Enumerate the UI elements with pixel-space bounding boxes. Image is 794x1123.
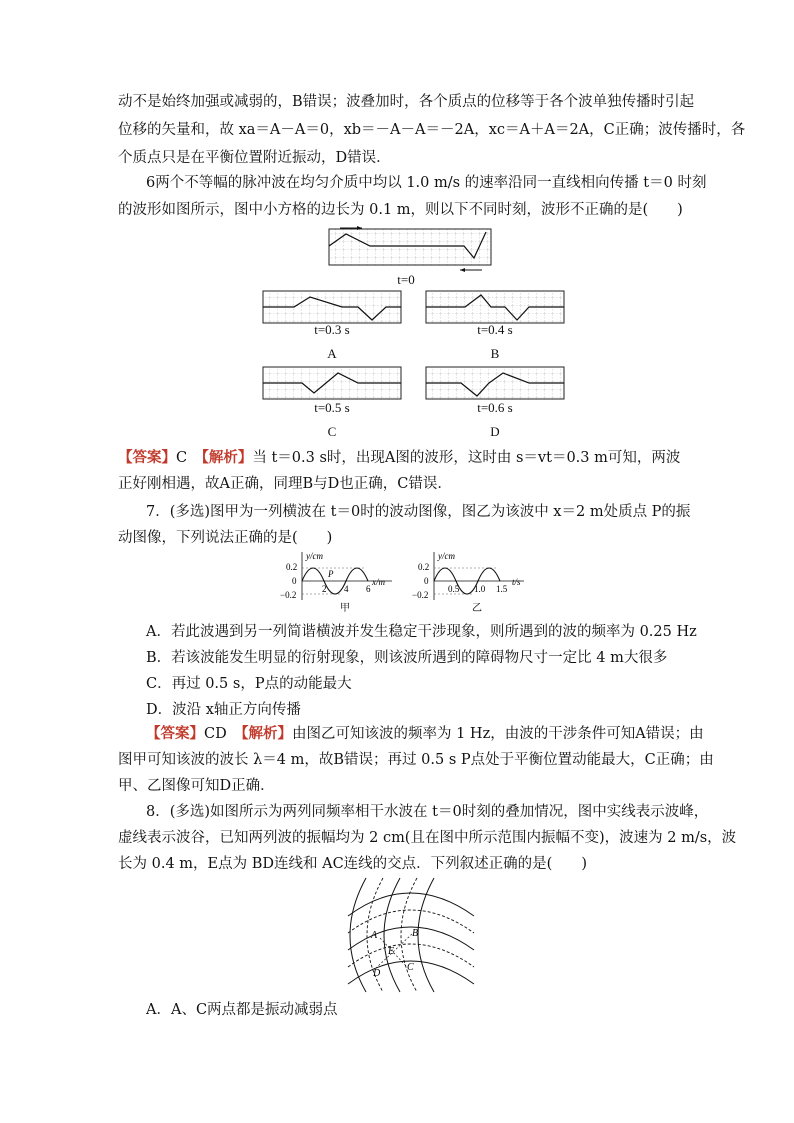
q6-panel-d-letter: D (490, 424, 500, 439)
q7-analysis-line2: 图甲可知该波的波长 λ＝4 m，故B错误；再过 0.5 s P点处于平衡位置动能最大，C正确；由 (118, 752, 714, 768)
q8-line2: 虚线表示波谷，已知两列波的振幅均为 2 cm(且在图中所示范围内振幅不变)，波速为 2 m/s，波 (118, 830, 737, 846)
q7-option-a: A．若此波遇到另一列简谐横波并发生稳定干涉现象，则所遇到的波的频率为 0.25 Hz (146, 624, 697, 640)
q8-line3: 长为 0.4 m，E点为 BD连线和 AC连线的交点．下列叙述正确的是( ) (118, 856, 587, 872)
q6-panel-c-time: t=0.5 s (314, 400, 350, 415)
q8-point-b: B (412, 928, 419, 939)
q8-point-d: D (373, 968, 381, 979)
q7-graph-jia (280, 548, 400, 614)
q7-yi-yzero: 0 (424, 576, 429, 586)
para1-line2: 位移的矢量和，故 xa＝A－A＝0，xb＝－A－A＝－2A，xc＝A＋A＝2A，C正确；波传播时，各 (118, 122, 746, 138)
q6-panel-d (425, 366, 565, 402)
q7-yi-tick-10: 1.0 (474, 584, 486, 594)
q6-panel-b-letter: B (490, 346, 500, 361)
q7-yi-xlabel: t/s (512, 577, 521, 587)
answer-tag: 【答案】 (146, 725, 204, 742)
q7-jia-ybot: −0.2 (280, 590, 297, 600)
answer-tag: 【答案】 (118, 449, 176, 466)
q7-jia-ytop: 0.2 (286, 562, 298, 572)
analysis-tag: 【解析】 (241, 725, 292, 742)
para1-line1: 动不是始终加强或减弱的，B错误；波叠加时，各个质点的位移等于各个波单独传播时引起 (118, 94, 695, 110)
q6-panel-c-letter: C (327, 424, 337, 439)
q7-jia-yzero: 0 (292, 576, 297, 586)
q7-jia-caption: 甲 (340, 603, 350, 614)
q7-jia-tick-2: 2 (322, 584, 327, 594)
q7-jia-tick-4: 4 (344, 584, 349, 594)
q6-t0-label: t=0 (397, 272, 415, 287)
q6-analysis-line1: 当 t＝0.3 s时，出现A图的波形，这时由 s＝vt＝0.3 m可知，两波 (252, 450, 681, 466)
q7-yi-ytop: 0.2 (418, 562, 430, 572)
q8-point-a: A (371, 930, 378, 941)
q7-graph-yi (412, 548, 532, 614)
q7-yi-ylabel: y/cm (438, 551, 455, 561)
q7-jia-point: P (328, 569, 334, 579)
q8-line1: 8．(多选)如图所示为两列同频率相干水波在 t＝0时刻的叠加情况，图中实线表示波峰， (146, 804, 709, 820)
q7-yi-tick-05: 0.5 (448, 584, 460, 594)
q8-option-a: A．A、C两点都是振动减弱点 (146, 1002, 338, 1018)
q6-analysis-line2: 正好刚相遇，故A正确，同理B与D也正确，C错误． (118, 476, 452, 492)
q7-yi-ybot: −0.2 (412, 590, 429, 600)
q6-line2: 的波形如图所示，图中小方格的边长为 0.1 m，则以下不同时刻，波形不正确的是( ) (118, 202, 683, 218)
q6-panel-a-time: t=0.3 s (314, 322, 350, 337)
q7-answer-line (146, 724, 704, 744)
q7-yi-caption: 乙 (472, 603, 482, 614)
q7-jia-tick-6: 6 (366, 584, 371, 594)
q7-analysis-line1: 由图乙可知该波的频率为 1 Hz，由波的干涉条件可知A错误；由 (291, 726, 704, 742)
q7-option-d: D．波沿 x轴正方向传播 (146, 702, 301, 718)
q6-answer-line (118, 448, 680, 468)
q7-jia-xlabel: x/m (372, 577, 385, 587)
q8-point-c: C (407, 962, 414, 973)
q6-panel-d-time: t=0.6 s (477, 400, 513, 415)
q8-point-e: E (388, 946, 395, 957)
q7-line2: 动图像，下列说法正确的是( ) (118, 530, 333, 546)
q6-panel-a-letter: A (327, 346, 337, 361)
q7-analysis-line3: 甲、乙图像可知D正确． (118, 778, 275, 794)
q7-jia-ylabel: y/cm (306, 551, 323, 561)
q6-panel-b-time: t=0.4 s (477, 322, 513, 337)
q7-option-c: C．再过 0.5 s，P点的动能最大 (146, 676, 352, 692)
q6-panel-a (262, 290, 402, 326)
q6-line1: 6两个不等幅的脉冲波在均匀介质中均以 1.0 m/s 的速率沿同一直线相向传播 t＝0 时刻 (146, 175, 707, 191)
q7-yi-tick-15: 1.5 (496, 584, 508, 594)
q6-panel-c (262, 366, 402, 402)
q7-line1: 7．(多选)图甲为一列横波在 t＝0时的波动图像，图乙为该波中 x＝2 m处质点 P的振 (146, 504, 691, 520)
q6-panel-b (425, 290, 565, 326)
q7-option-b: B．若该波能发生明显的衍射现象，则该波所遇到的障碍物尺寸一定比 4 m大很多 (146, 650, 668, 666)
q7-answer: CD (204, 726, 227, 742)
analysis-tag: 【解析】 (201, 449, 253, 466)
q8-interference-figure (346, 876, 476, 994)
para1-line3: 个质点只是在平衡位置附近振动，D错误． (118, 150, 391, 166)
q6-answer: C (176, 450, 188, 466)
